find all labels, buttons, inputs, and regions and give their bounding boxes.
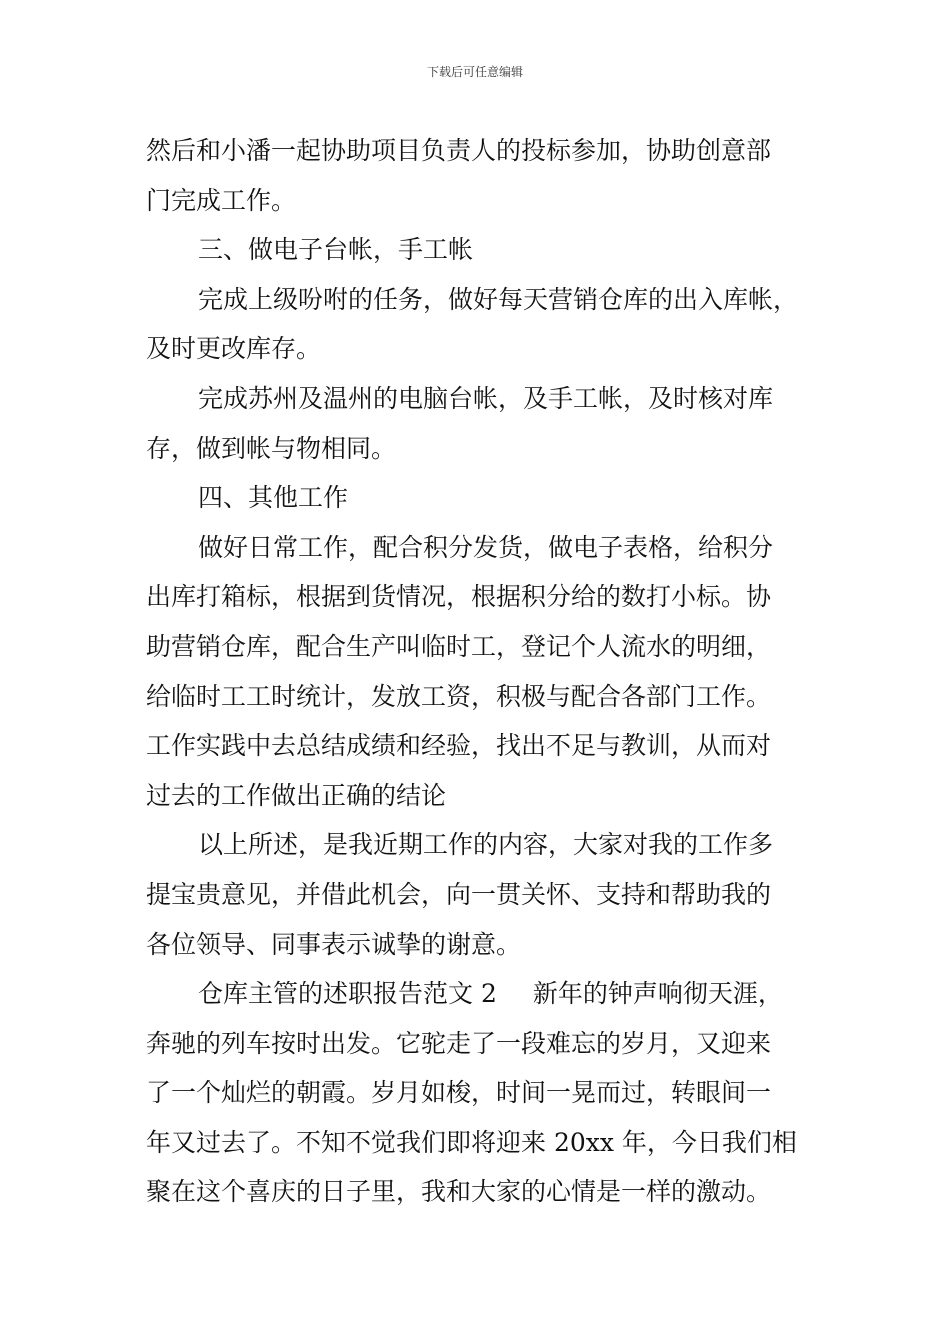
document-body <box>146 126 826 1217</box>
text-line: 过去的工作做出正确的结论 <box>146 780 447 810</box>
text-line: 提宝贵意见，并借此机会，向一贯关怀、支持和帮助我的 <box>146 879 772 909</box>
text-line: 出库打箱标，根据到货情况，根据积分给的数打小标。协 <box>146 582 772 612</box>
text-line: 门完成工作。 <box>146 185 297 215</box>
text-line: 然后和小潘一起协助项目负责人的投标参加，协助创意部 <box>146 136 772 165</box>
section-heading: 三、做电子台帐，手工帐 <box>198 235 474 265</box>
section-heading: 四、其他工作 <box>198 483 349 513</box>
text-line: 以上所述，是我近期工作的内容，大家对我的工作多 <box>198 830 774 860</box>
text-line: 完成上级吩咐的任务，做好每天营销仓库的出入库帐， <box>198 284 799 314</box>
text-line: 做好日常工作，配合积分发货，做电子表格，给积分 <box>198 532 774 562</box>
text-line: 奔驰的列车按时出发。它驼走了一段难忘的岁月，又迎来 <box>146 1028 772 1058</box>
text-line: 了一个灿烂的朝霞。岁月如梭，时间一晃而过，转眼间一 <box>146 1078 772 1108</box>
text-fragment: 新年的钟声响彻天涯， <box>532 979 783 1009</box>
text-line <box>146 969 826 1019</box>
article-title: 仓库主管的述职报告范文 2 <box>198 979 497 1009</box>
page-header-note: 下载后可任意编辑 <box>426 65 523 79</box>
text-line: 及时更改库存。 <box>146 334 322 364</box>
text-line: 给临时工工时统计，发放工资，积极与配合各部门工作。 <box>146 681 772 711</box>
text-line: 年又过去了。不知不觉我们即将迎来 20xx 年，今日我们相 <box>146 1127 797 1157</box>
text-line: 助营销仓库，配合生产叫临时工，登记个人流水的明细， <box>146 631 772 661</box>
text-line: 存，做到帐与物相同。 <box>146 433 397 463</box>
text-line: 聚在这个喜庆的日子里，我和大家的心情是一样的激动。 <box>146 1177 772 1207</box>
text-line: 工作实践中去总结成绩和经验，找出不足与教训，从而对 <box>146 731 772 761</box>
text-line: 完成苏州及温州的电脑台帐，及手工帐，及时核对库 <box>198 383 774 413</box>
text-line: 各位领导、同事表示诚挚的谢意。 <box>146 929 522 959</box>
